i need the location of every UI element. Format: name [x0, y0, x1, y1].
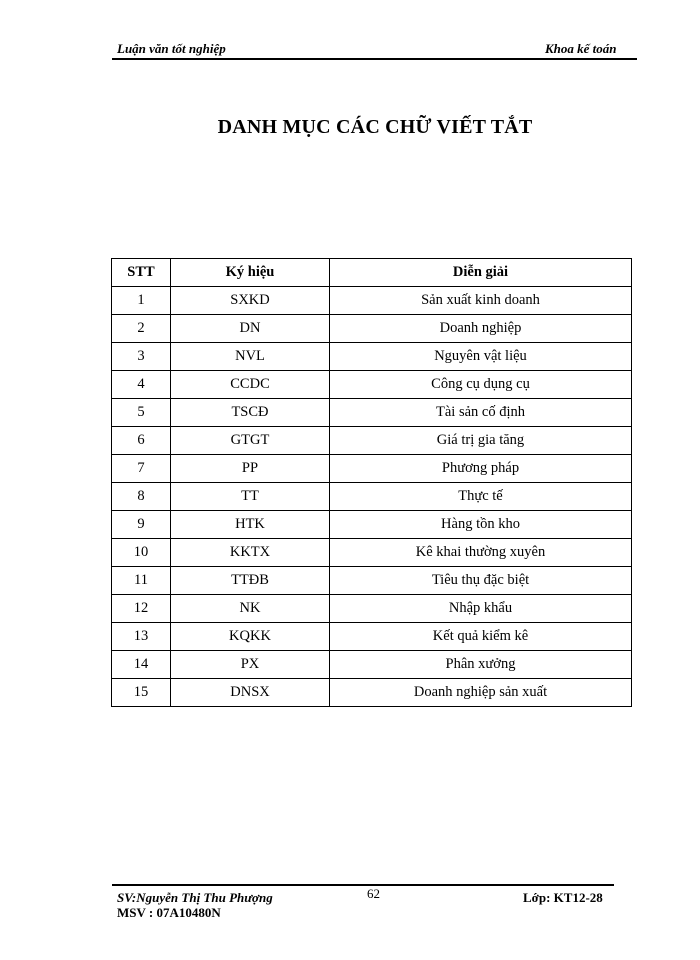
cell-description: Phân xưởng [330, 651, 632, 679]
cell-symbol: SXKD [171, 287, 330, 315]
table-row [112, 679, 632, 707]
table-row [112, 455, 632, 483]
cell-symbol: TT [171, 483, 330, 511]
page-number: 62 [367, 886, 380, 901]
cell-symbol: NVL [171, 343, 330, 371]
cell-stt: 4 [112, 371, 171, 399]
cell-stt: 15 [112, 679, 171, 707]
cell-stt: 12 [112, 595, 171, 623]
cell-description: Nhập khẩu [330, 595, 632, 623]
cell-description: Thực tế [330, 483, 632, 511]
table-header-row [112, 259, 632, 287]
cell-stt: 3 [112, 343, 171, 371]
header-symbol: Ký hiệu [171, 259, 330, 287]
cell-symbol: TTĐB [171, 567, 330, 595]
cell-stt: 5 [112, 399, 171, 427]
cell-description: Nguyên vật liệu [330, 343, 632, 371]
cell-symbol: KQKK [171, 623, 330, 651]
table-row [112, 371, 632, 399]
cell-description: Phương pháp [330, 455, 632, 483]
cell-symbol: CCDC [171, 371, 330, 399]
header-thesis-label: Luận văn tốt nghiệp [117, 41, 226, 56]
table-row [112, 539, 632, 567]
cell-stt: 2 [112, 315, 171, 343]
cell-symbol: NK [171, 595, 330, 623]
cell-description: Kết quả kiểm kê [330, 623, 632, 651]
footer-student-id: MSV : 07A10480N [117, 905, 221, 920]
cell-description: Kê khai thường xuyên [330, 539, 632, 567]
table-row [112, 483, 632, 511]
cell-stt: 11 [112, 567, 171, 595]
table-row [112, 623, 632, 651]
cell-description: Tiêu thụ đặc biệt [330, 567, 632, 595]
cell-stt: 14 [112, 651, 171, 679]
cell-stt: 7 [112, 455, 171, 483]
cell-stt: 9 [112, 511, 171, 539]
header-rule [112, 58, 637, 60]
table-row [112, 427, 632, 455]
page-title: DANH MỤC CÁC CHỮ VIẾT TẮT [217, 116, 533, 138]
footer-student-name: SV:Nguyễn Thị Thu Phượng [117, 890, 273, 905]
cell-symbol: DN [171, 315, 330, 343]
cell-symbol: GTGT [171, 427, 330, 455]
table-row [112, 315, 632, 343]
table-row [112, 399, 632, 427]
cell-symbol: TSCĐ [171, 399, 330, 427]
cell-stt: 13 [112, 623, 171, 651]
footer-rule [112, 884, 614, 886]
table-row [112, 511, 632, 539]
header-description: Diễn giải [330, 259, 632, 287]
header-faculty-label: Khoa kế toán [545, 41, 617, 56]
cell-symbol: HTK [171, 511, 330, 539]
cell-stt: 1 [112, 287, 171, 315]
header-stt: STT [112, 259, 171, 287]
table-row [112, 595, 632, 623]
cell-description: Công cụ dụng cụ [330, 371, 632, 399]
cell-description: Sản xuất kinh doanh [330, 287, 632, 315]
cell-stt: 10 [112, 539, 171, 567]
cell-symbol: PP [171, 455, 330, 483]
cell-stt: 6 [112, 427, 171, 455]
table-row [112, 567, 632, 595]
cell-description: Doanh nghiệp [330, 315, 632, 343]
abbreviation-table [111, 258, 632, 707]
table-row [112, 651, 632, 679]
cell-symbol: PX [171, 651, 330, 679]
cell-symbol: DNSX [171, 679, 330, 707]
table-row [112, 343, 632, 371]
cell-description: Doanh nghiệp sản xuất [330, 679, 632, 707]
cell-stt: 8 [112, 483, 171, 511]
cell-description: Hàng tồn kho [330, 511, 632, 539]
footer-class: Lớp: KT12-28 [523, 890, 603, 905]
cell-description: Tài sản cố định [330, 399, 632, 427]
cell-symbol: KKTX [171, 539, 330, 567]
table-row [112, 287, 632, 315]
cell-description: Giá trị gia tăng [330, 427, 632, 455]
